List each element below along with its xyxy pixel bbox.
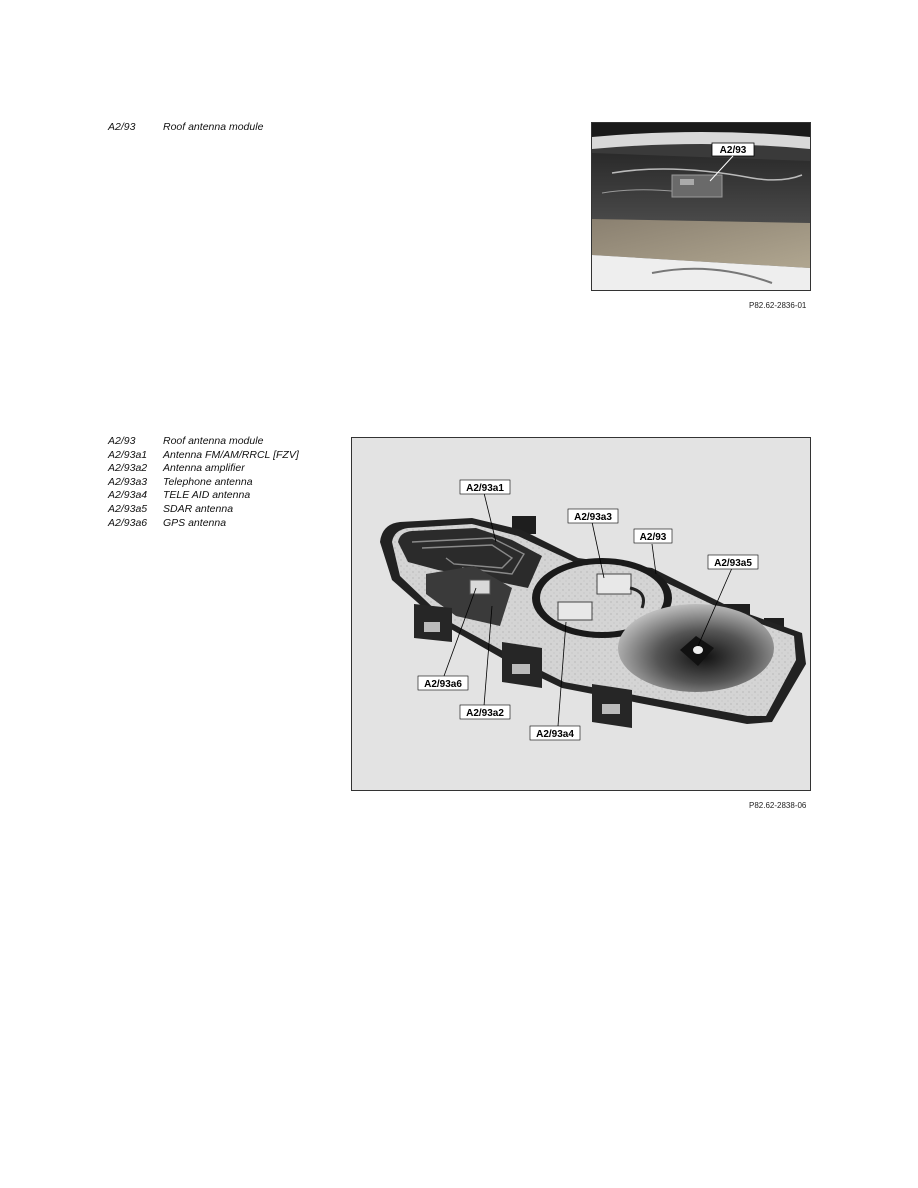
legend-code: A2/93a3	[108, 475, 148, 488]
legend-row	[108, 517, 299, 531]
legend-row	[108, 503, 299, 517]
callout-a5: A2/93a5	[714, 558, 752, 569]
legend-code: A2/93a5	[108, 502, 148, 515]
legend-roof-module	[108, 121, 263, 135]
legend-label: SDAR antenna	[163, 502, 234, 515]
legend-label: GPS antenna	[163, 516, 227, 529]
legend-label: TELE AID antenna	[163, 489, 251, 502]
legend-label: Antenna amplifier	[163, 462, 245, 475]
legend-row	[108, 121, 263, 135]
callout-main: A2/93	[639, 532, 667, 543]
callout-roof-module: A2/93	[719, 145, 747, 156]
legend-label: Roof antenna module	[163, 121, 264, 133]
callout-a6: A2/93a6	[424, 679, 462, 690]
figure-reference: P82.62-2838-06	[749, 801, 807, 810]
legend-antenna-components	[108, 435, 299, 530]
legend-code: A2/93a1	[108, 448, 148, 461]
legend-code: A2/93	[108, 121, 136, 133]
legend-code: A2/93a2	[108, 462, 148, 475]
legend-row	[108, 489, 299, 503]
legend-code: A2/93	[108, 435, 136, 447]
legend-code: A2/93a6	[108, 516, 148, 529]
roof-module-photo	[591, 122, 811, 291]
legend-code: A2/93a4	[108, 489, 148, 502]
figure-reference: P82.62-2836-01	[749, 301, 807, 310]
antenna-module-diagram	[351, 437, 811, 791]
legend-row	[108, 462, 299, 476]
callout-a3: A2/93a3	[574, 512, 612, 523]
legend-row	[108, 476, 299, 490]
legend-label: Roof antenna module	[163, 435, 264, 447]
callout-a4: A2/93a4	[536, 729, 574, 740]
callout-a2: A2/93a2	[466, 708, 504, 719]
legend-label: Telephone antenna	[163, 475, 253, 488]
legend-row	[108, 435, 299, 449]
legend-row	[108, 449, 299, 463]
legend-label: Antenna FM/AM/RRCL [FZV]	[163, 448, 299, 461]
callout-a1: A2/93a1	[466, 483, 504, 494]
